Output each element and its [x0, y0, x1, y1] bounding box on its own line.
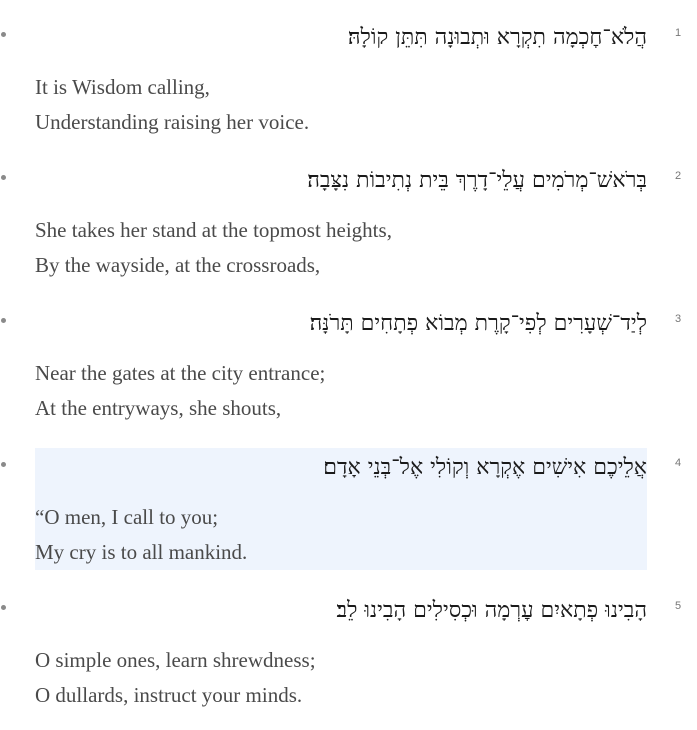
translation-line: At the entryways, she shouts,: [35, 396, 282, 420]
verse-2[interactable]: [35, 161, 647, 283]
hebrew-text: הָבִינוּ פְתָאיִם עׇרְמָה וּכְסִילִים הָבִינוּ לֵב׃: [336, 598, 647, 623]
verse-1[interactable]: [35, 18, 647, 140]
verse-3[interactable]: [35, 304, 647, 426]
verse-number: 5: [675, 600, 682, 612]
verse-bullet[interactable]: [1, 462, 6, 467]
verse-5[interactable]: [35, 591, 647, 713]
translation-line: By the wayside, at the crossroads,: [35, 253, 321, 277]
verse-number: 4: [675, 457, 682, 469]
verse-bullet[interactable]: [1, 175, 6, 180]
translation-line: O simple ones, learn shrewdness;: [35, 648, 316, 672]
translation-line: It is Wisdom calling,: [35, 75, 210, 99]
translation-line: My cry is to all mankind.: [35, 540, 248, 564]
verse-number: 3: [675, 313, 682, 325]
verse-number: 2: [675, 170, 682, 182]
hebrew-text: בְּרֹאשׁ־מְרֹמִים עֲלֵי־דָרֶךְ בֵּית נְתִיבוֹת נִצָּבָה׃: [307, 168, 647, 193]
hebrew-text: אֲלֵיכֶם אִישִׁים אֶקְרָא וְקוֹלִי אֶל־בְּנֵי אָדָם׃: [323, 455, 647, 480]
translation-line: Near the gates at the city entrance;: [35, 361, 326, 385]
verse-bullet[interactable]: [1, 605, 6, 610]
verse-4[interactable]: [35, 448, 647, 570]
translation-line: Understanding raising her voice.: [35, 110, 310, 134]
verse-bullet[interactable]: [1, 32, 6, 37]
hebrew-text: הֲלֹא־חׇכְמָה תִקְרָא וּתְבוּנָה תִּתֵּן קוֹלָהּ׃: [347, 25, 647, 50]
verse-number: 1: [675, 27, 682, 39]
translation-line: She takes her stand at the topmost heights,: [35, 218, 392, 242]
translation-line: “O men, I call to you;: [35, 505, 219, 529]
translation-line: O dullards, instruct your minds.: [35, 683, 303, 707]
verse-bullet[interactable]: [1, 318, 6, 323]
hebrew-text: לְיַד־שְׁעָרִים לְפִי־קָרֶת מְבוֹא פְתָחִים תָּרֹנָּה׃: [309, 311, 647, 336]
